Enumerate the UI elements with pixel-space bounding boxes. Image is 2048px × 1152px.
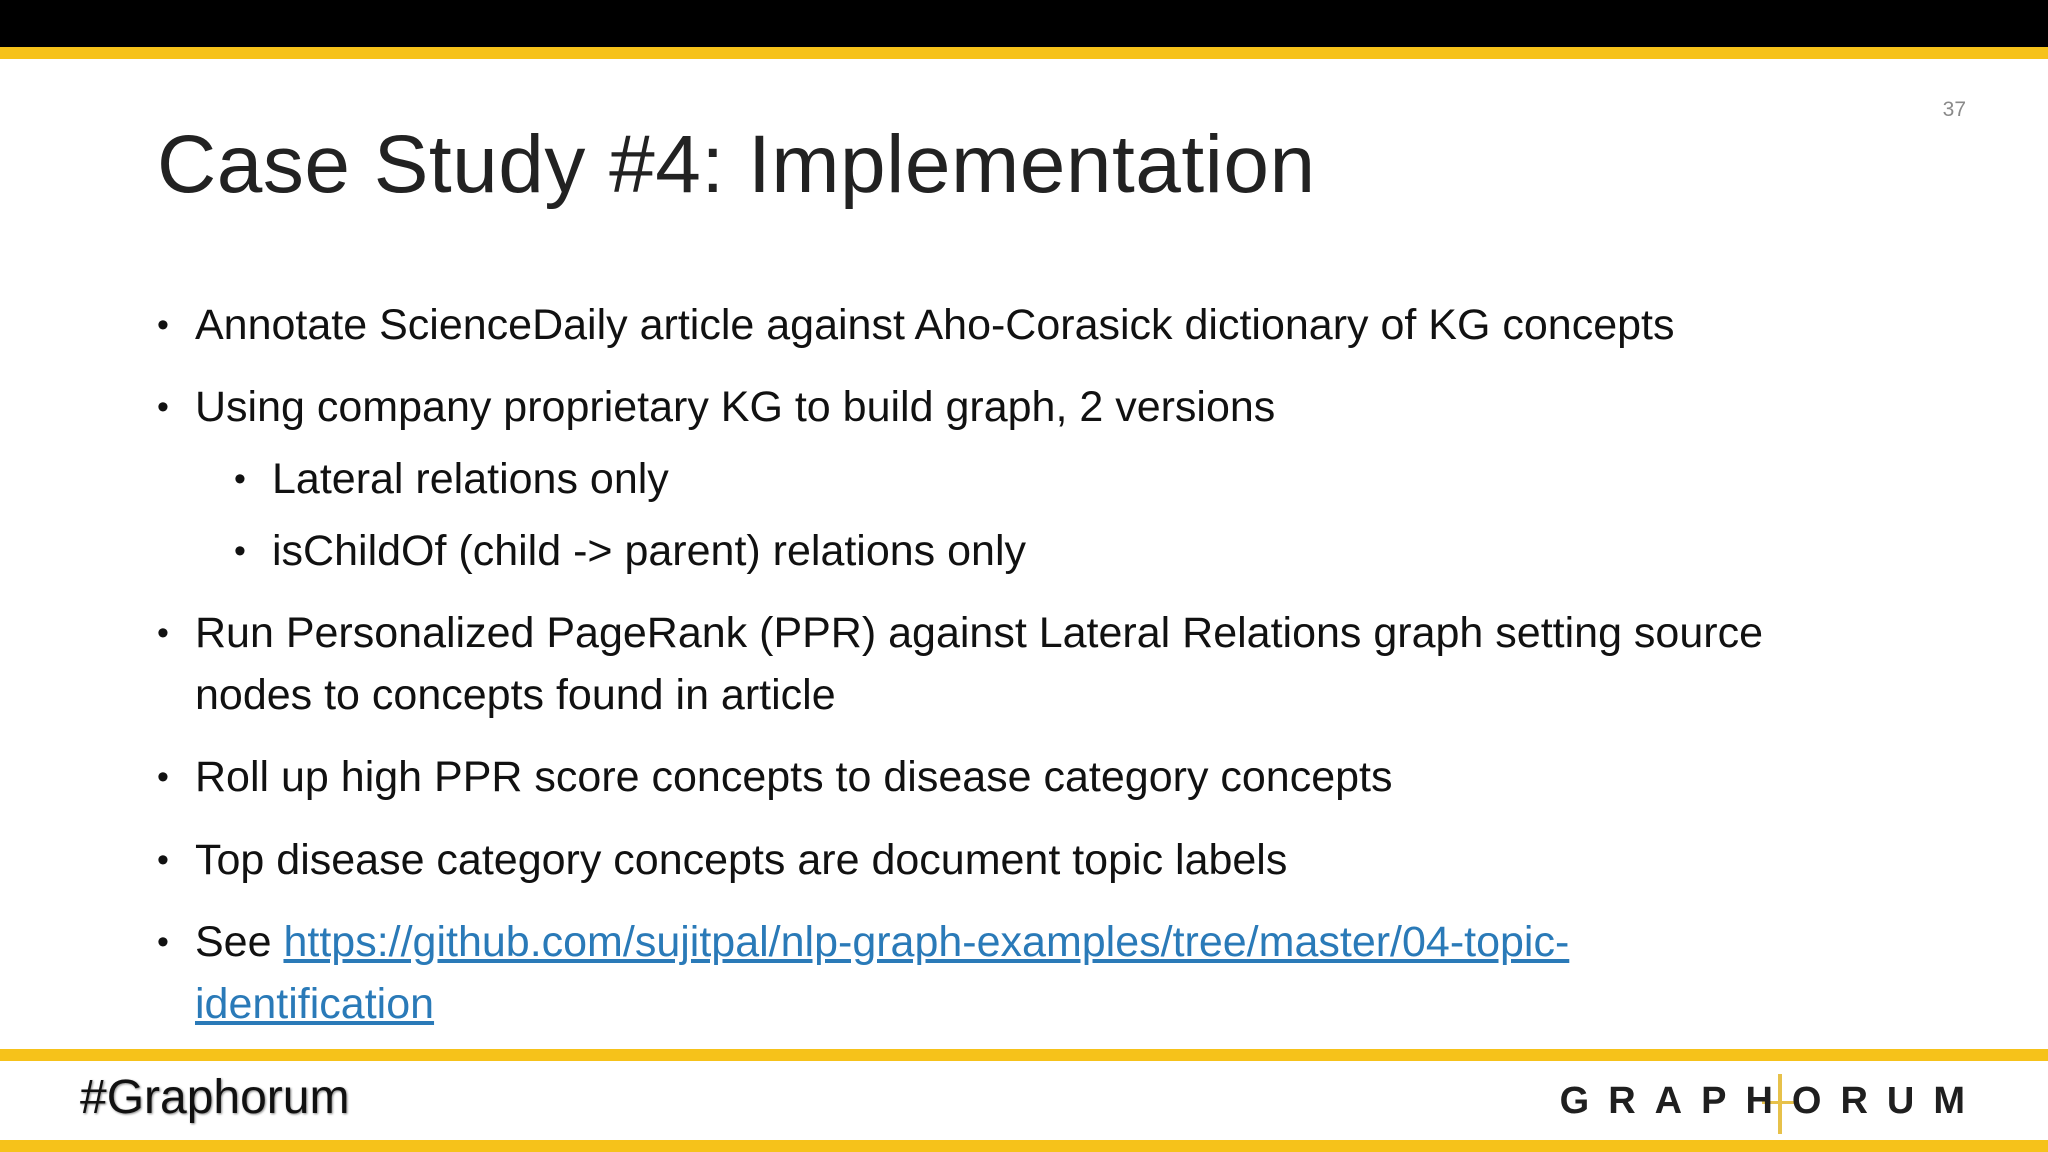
list-item xyxy=(157,829,1895,891)
bullet-dot: • xyxy=(234,532,246,570)
hashtag-label: #Graphorum xyxy=(80,1071,350,1124)
top-accent-bar xyxy=(0,47,2048,59)
brand-logo: GRAPHORUM xyxy=(1559,1080,1984,1122)
bullet-dot: • xyxy=(157,388,169,426)
sub-list-item xyxy=(234,448,1872,510)
top-black-bar xyxy=(0,0,2048,47)
bullet-text-continued: nodes to concepts found in article xyxy=(195,671,836,719)
bottom-accent-bar xyxy=(0,1049,2048,1061)
sub-list-item xyxy=(234,520,1872,582)
list-item xyxy=(157,376,1895,438)
github-link[interactable]: https://github.com/sujitpal/nlp-graph-examples/tree/master/04-topic- identification xyxy=(195,918,1570,1028)
bullet-dot: • xyxy=(157,758,169,796)
list-item xyxy=(157,911,1895,1035)
bullet-text: Annotate ScienceDaily article against Aho-Corasick dictionary of KG concepts xyxy=(195,301,1675,349)
bottom-accent-bar-lower xyxy=(0,1140,2048,1152)
bullet-dot: • xyxy=(157,306,169,344)
bullet-dot: • xyxy=(157,841,169,879)
list-item xyxy=(157,746,1895,808)
bullet-text: Roll up high PPR score concepts to disease category concepts xyxy=(195,753,1393,801)
slide-title: Case Study #4: Implementation xyxy=(157,119,1316,210)
list-item xyxy=(157,294,1895,356)
bullet-dot: • xyxy=(157,614,169,652)
bullet-text: isChildOf (child -> parent) relations only xyxy=(272,527,1027,575)
slide-number: 37 xyxy=(1942,98,1966,121)
list-item xyxy=(157,602,1895,726)
bullet-text: Using company proprietary KG to build graph, 2 versions xyxy=(195,383,1276,431)
bullet-text: Run Personalized PageRank (PPR) against Lateral Relations graph setting source xyxy=(195,609,1763,657)
bullet-text: See xyxy=(195,918,272,966)
bullet-text: Top disease category concepts are document topic labels xyxy=(195,836,1288,884)
bullet-dot: • xyxy=(157,923,169,961)
bullet-text: Lateral relations only xyxy=(272,455,669,503)
bullet-dot: • xyxy=(234,460,246,498)
